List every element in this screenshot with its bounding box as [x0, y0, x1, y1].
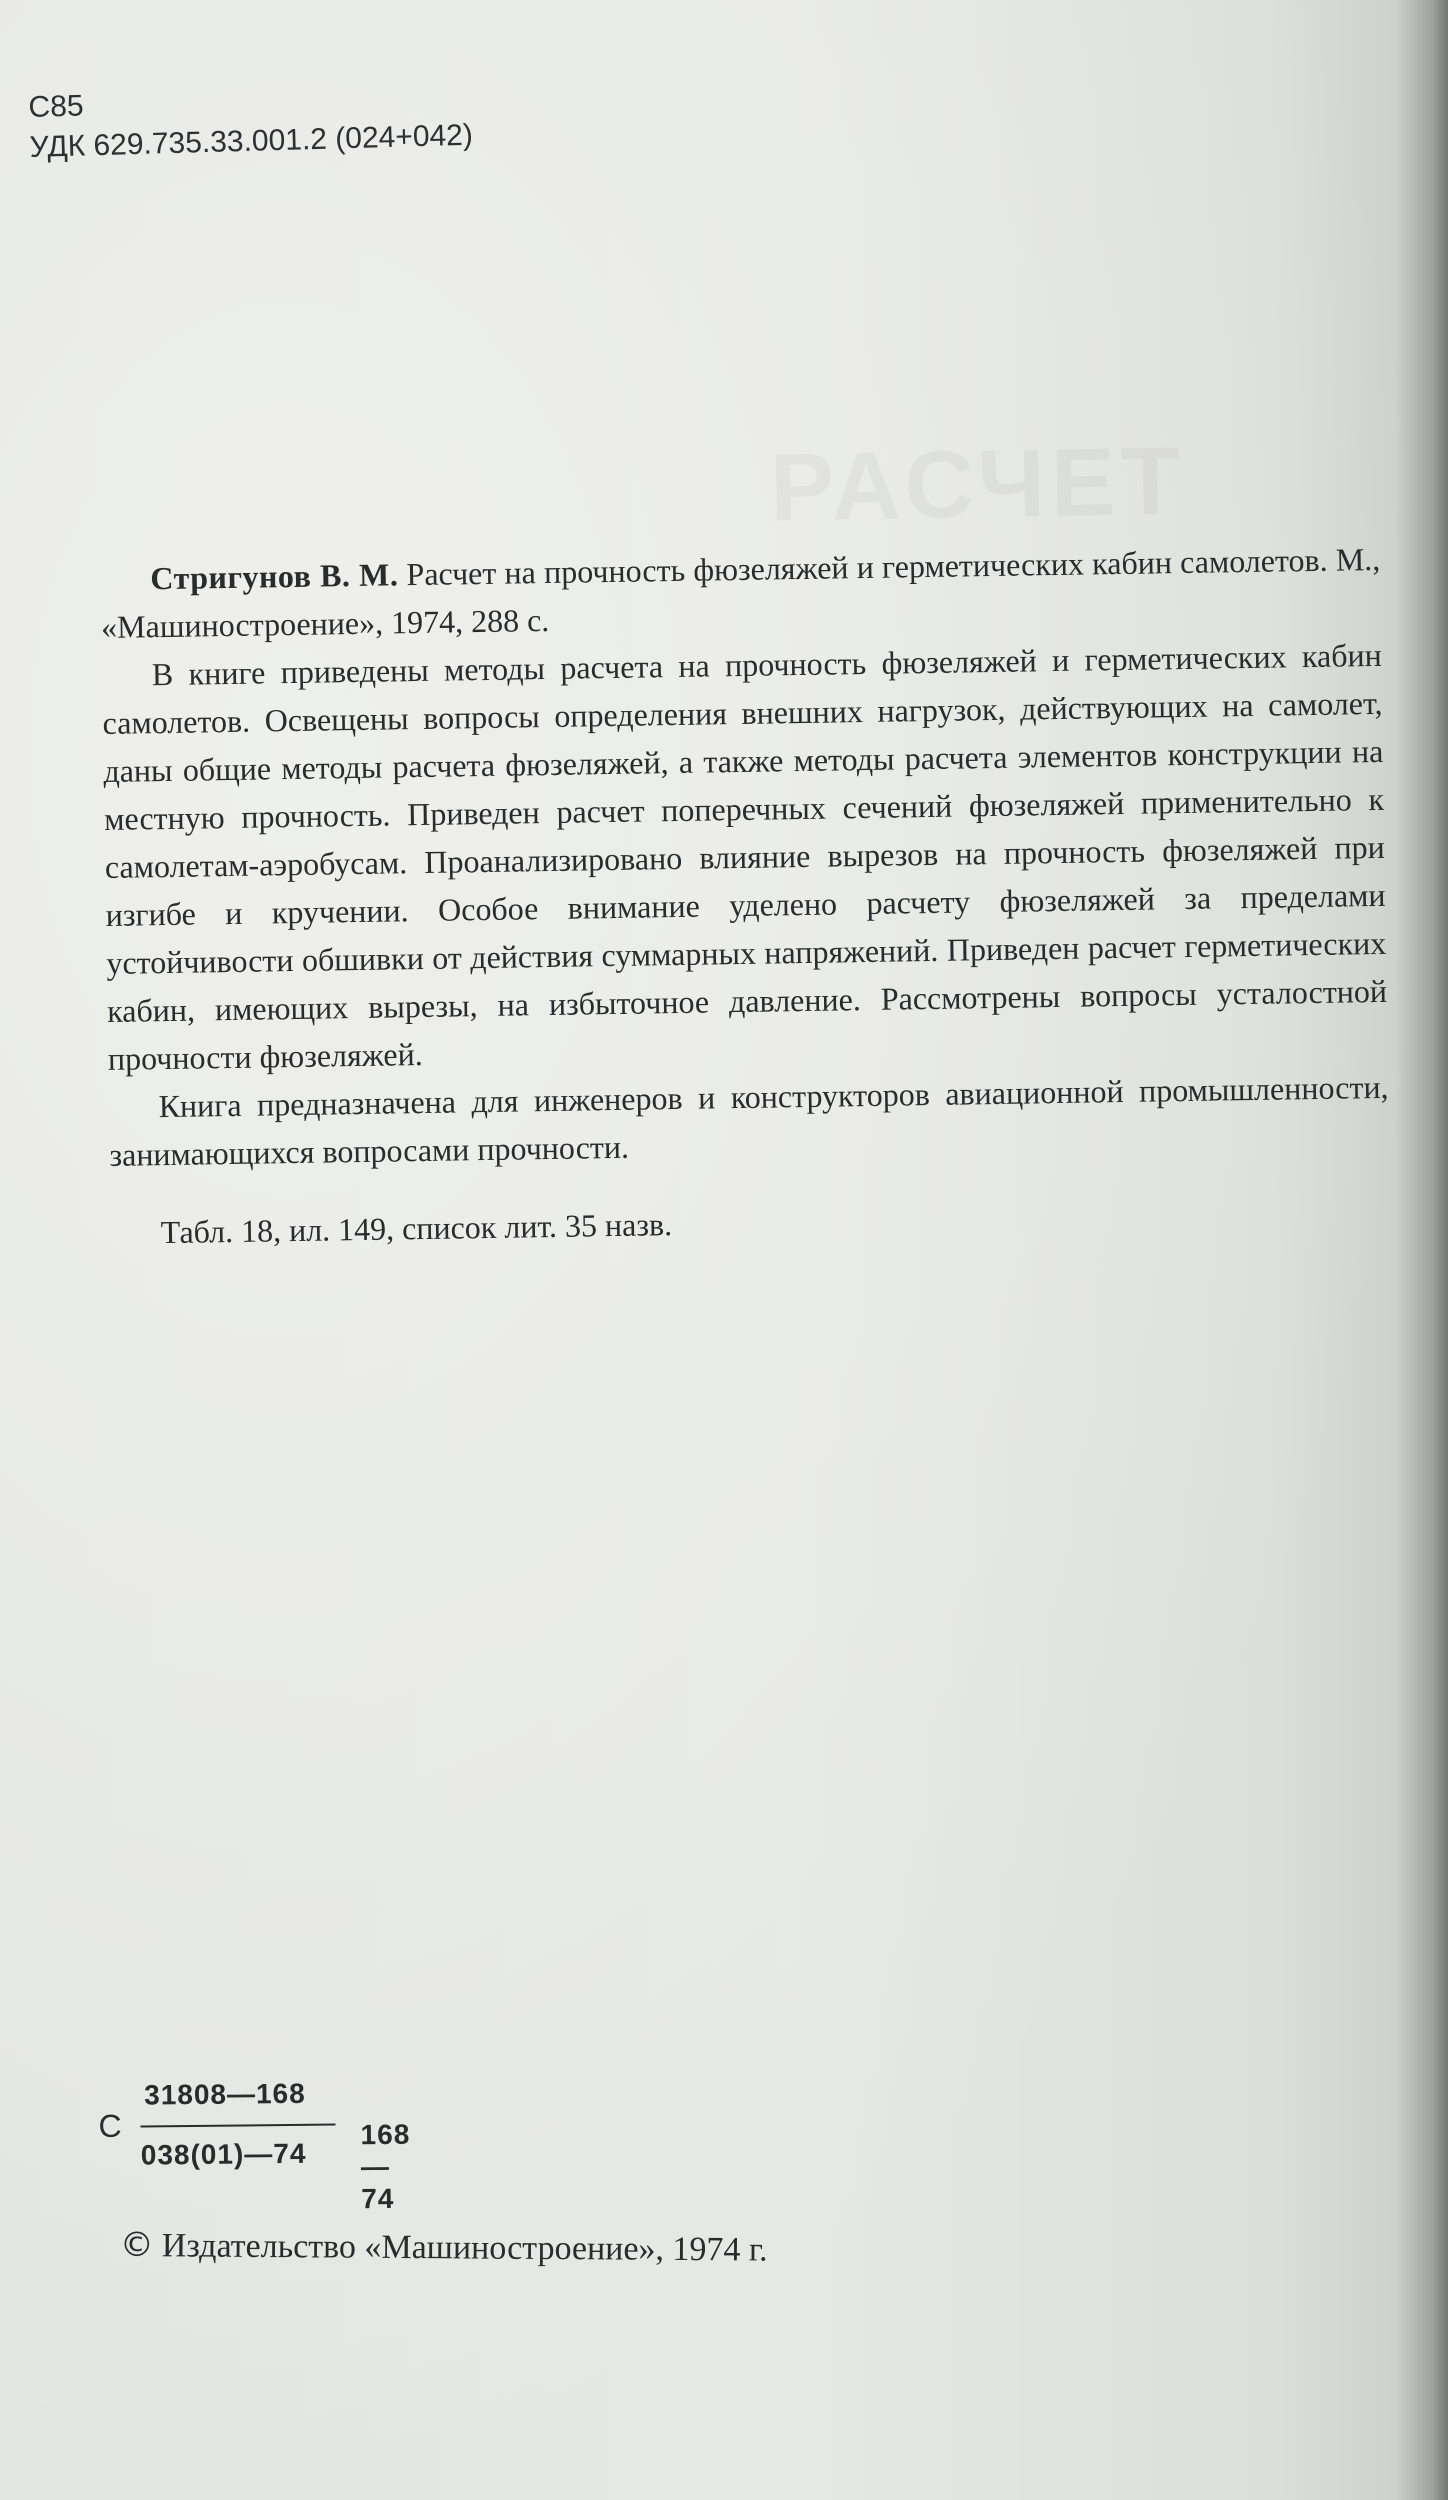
abstract-block [100, 535, 1391, 1257]
fraction-line [140, 2124, 335, 2128]
audience-paragraph: Книга предназначена для инженеров и конструкторов авиационной промышленности, занимающихся вопросами прочности. [109, 1068, 1389, 1173]
stats-line: Табл. 18, ил. 149, список лит. 35 назв. [160, 1206, 673, 1251]
udk-code: УДК 629.735.33.001.2 (024+042) [29, 118, 474, 164]
author-name: Стригунов В. М. [150, 556, 399, 597]
library-code: С85 [28, 89, 85, 124]
copyright-icon: © [119, 2225, 154, 2266]
page-edge-shadow [1395, 0, 1448, 2500]
index-letter: С [98, 2107, 122, 2144]
bibliographic-description: Расчет на прочность фюзеляжей и герметических кабин самолетов. М., «Машиностроение», 1974, 288 с. [100, 540, 1381, 645]
classification-block [28, 76, 473, 168]
index-denominator: 038(01)—74 [140, 2137, 307, 2171]
index-numerator: 31808—168 [143, 2077, 306, 2111]
summary-paragraph: В книге приведены методы расчета на прочность фюзеляжей и герметических кабин самолетов. Освещены вопросы определения внешних нагрузок, действующих на самолет, даны общие методы расчета фюзеляжей, а также методы расчета элементов конструкции на местную прочность. Приведен расчет поперечных сечений фюзеляжей применительно к самолетам-аэробусам. Проанализировано влияние вырезов на прочность фюзеляжей при изгибе и кручении. Особое внимание уделено расчету фюзеляжей за пределами устойчивости обшивки от действия суммарных напряжений. Приведен расчет герметических кабин, имеющих вырезы, на избыточное давление. Рассмотрены вопросы усталостной прочности фюзеляжей. [102, 636, 1388, 1077]
copyright-text: Издательство «Машиностроение», 1974 г. [161, 2227, 768, 2269]
show-through-print: РАСЧЕТ [769, 427, 1187, 542]
copyright-line [120, 2225, 768, 2270]
index-suffix: 168—74 [360, 2118, 411, 2215]
